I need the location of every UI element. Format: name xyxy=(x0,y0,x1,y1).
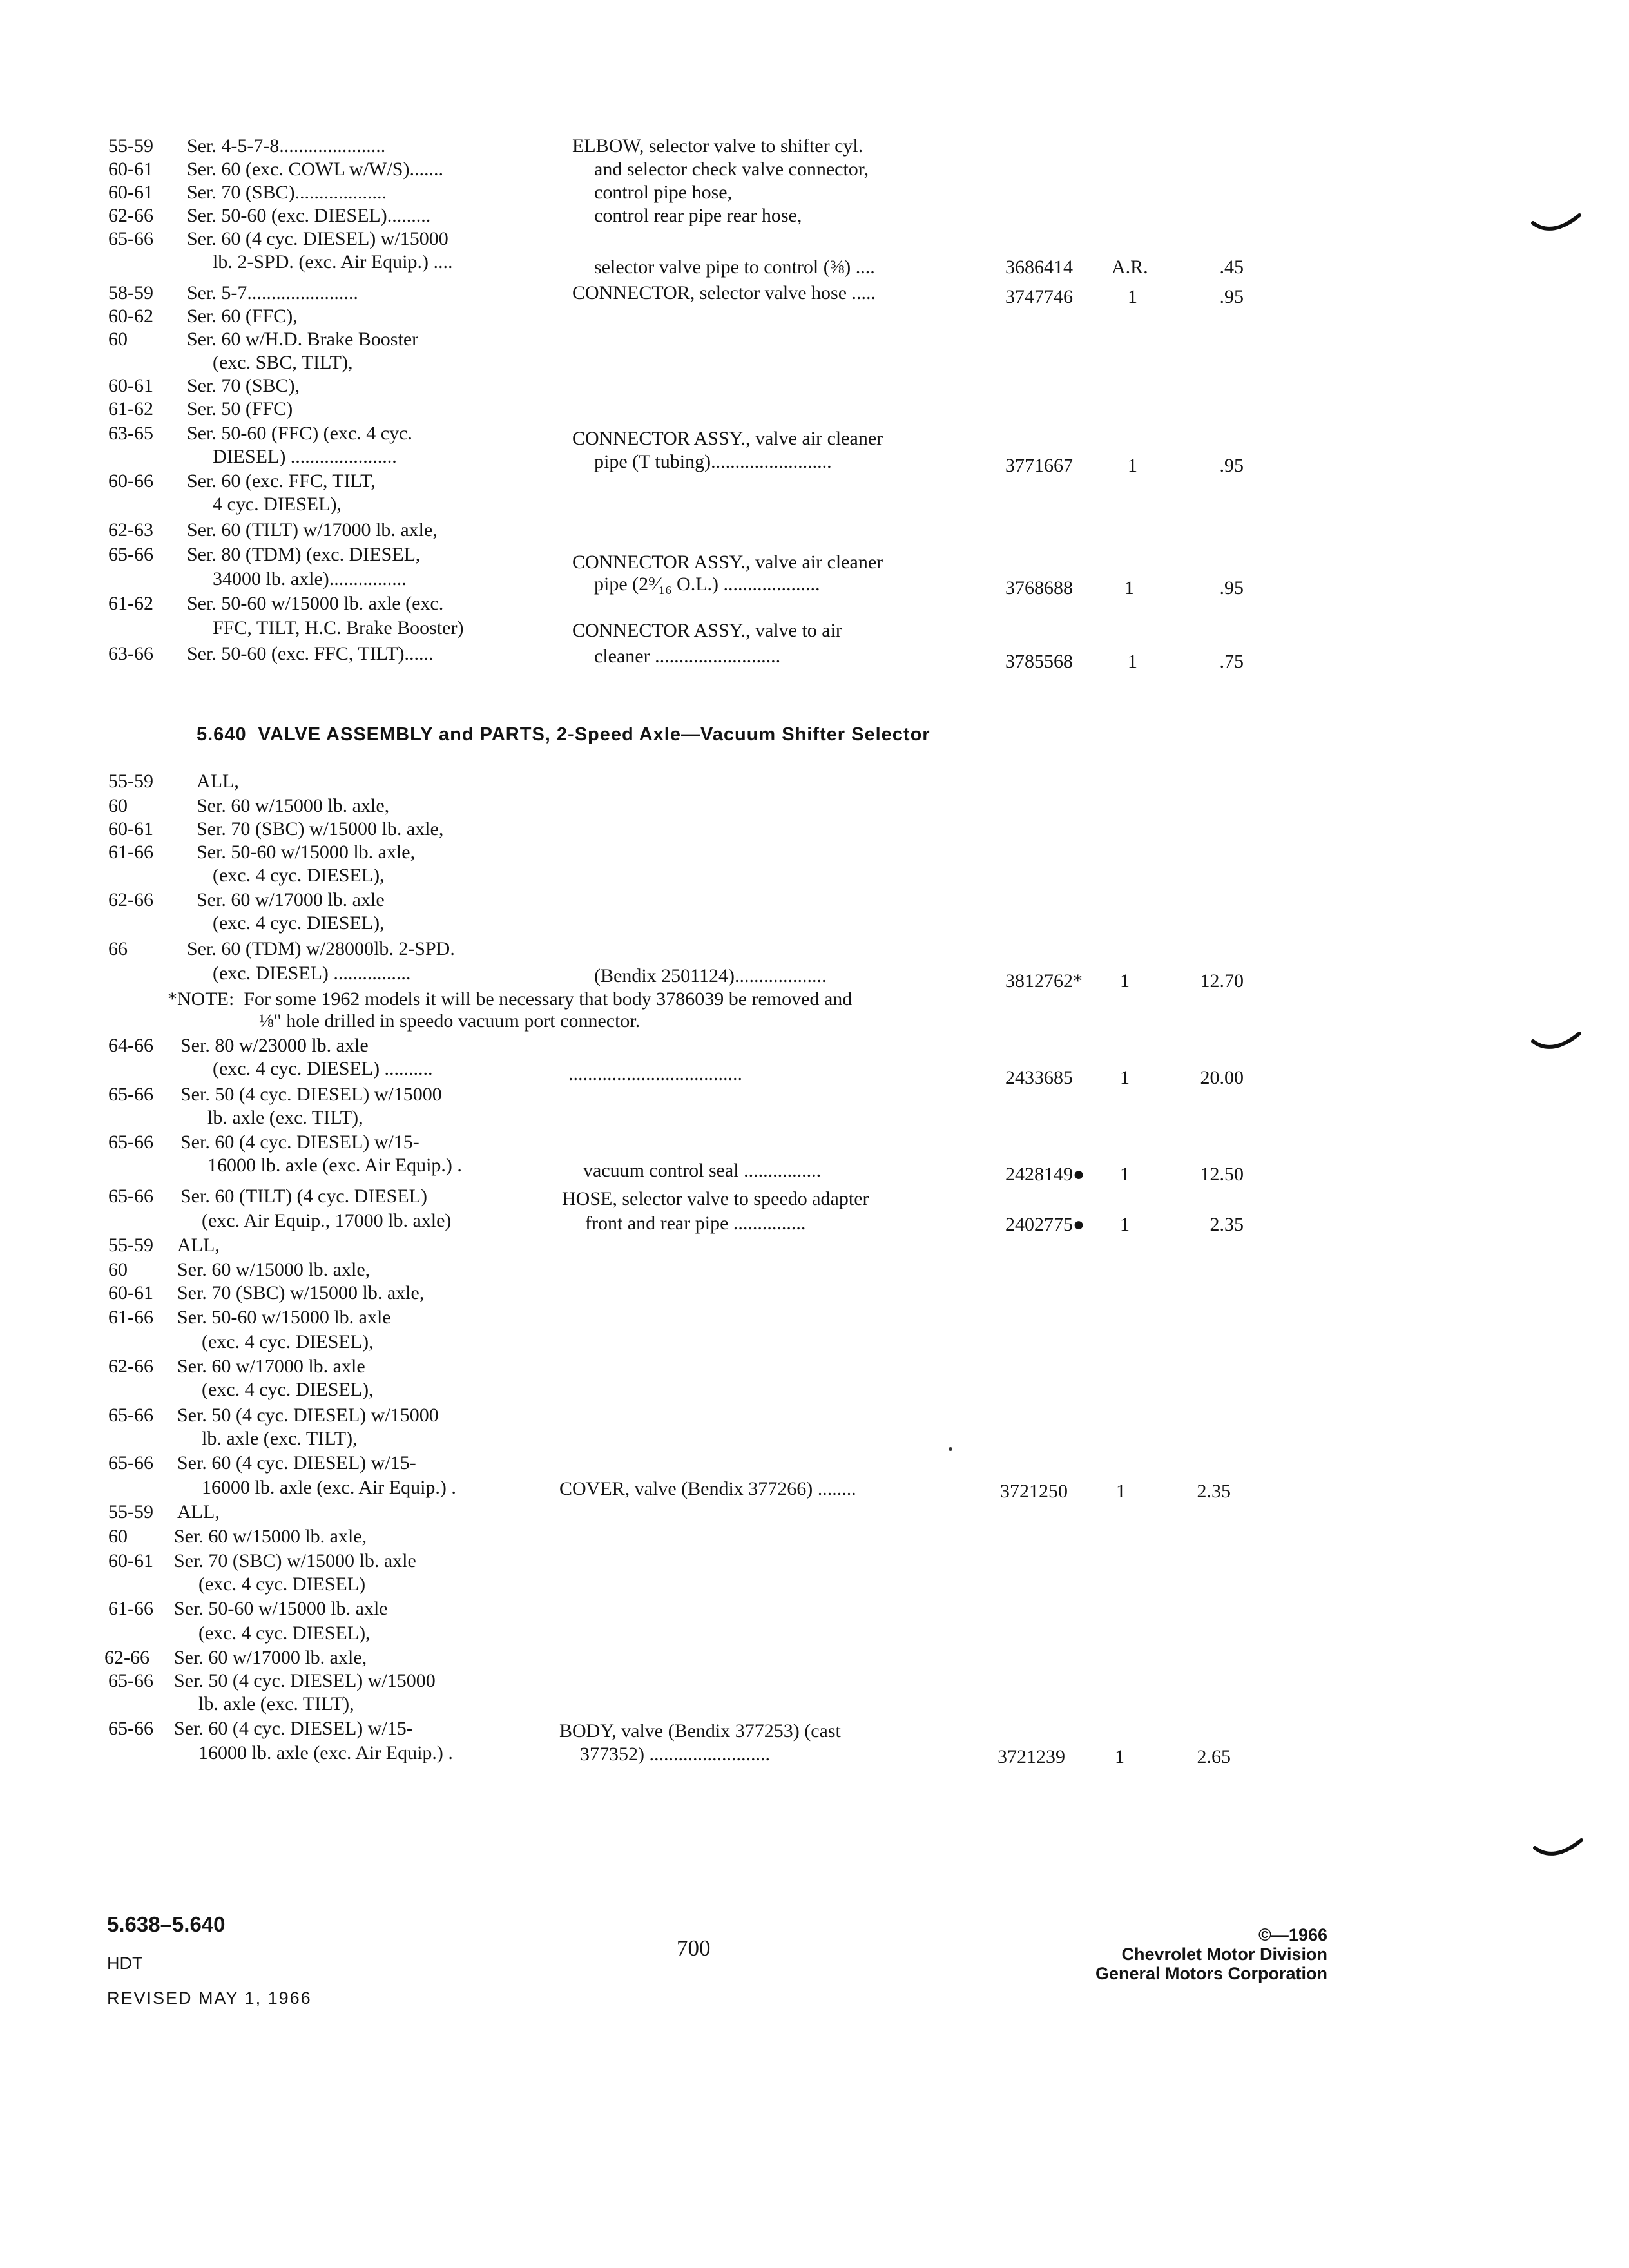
model-description: 16000 lb. axle (exc. Air Equip.) . xyxy=(202,1477,456,1498)
quantity: A.R. xyxy=(1112,256,1148,278)
model-description: Ser. 60 w/17000 lb. axle xyxy=(197,889,385,910)
item-description: CONNECTOR ASSY., valve air cleaner xyxy=(572,428,883,449)
model-description: Ser. 60 (4 cyc. DIESEL) w/15- xyxy=(174,1718,413,1739)
price: .95 xyxy=(1219,286,1244,307)
item-description: pipe (2⁹⁄₁₆ O.L.) .................... xyxy=(594,573,820,595)
item-description: selector valve pipe to control (⅜) .... xyxy=(594,256,875,278)
part-number: 3785568 xyxy=(1005,651,1073,672)
binding-mark-icon xyxy=(1530,213,1582,232)
binding-mark-icon xyxy=(1532,1838,1584,1857)
model-description: Ser. 60 w/15000 lb. axle, xyxy=(177,1259,371,1280)
model-description: Ser. 70 (SBC), xyxy=(187,375,300,396)
model-description: Ser. 50-60 w/15000 lb. axle, xyxy=(197,841,416,863)
binding-mark-icon xyxy=(1530,1031,1582,1050)
model-description: Ser. 80 w/23000 lb. axle xyxy=(180,1035,369,1056)
model-description: Ser. 70 (SBC) w/15000 lb. axle xyxy=(174,1550,416,1571)
item-description: BODY, valve (Bendix 377253) (cast xyxy=(559,1720,841,1742)
year-range: 60-61 xyxy=(108,1282,153,1303)
year-range: 60-62 xyxy=(108,305,153,327)
quantity: 1 xyxy=(1128,651,1137,672)
item-description: (Bendix 2501124)................... xyxy=(594,965,827,986)
year-range: 65-66 xyxy=(108,1405,153,1426)
model-description: Ser. 60 (exc. COWL w/W/S)....... xyxy=(187,159,443,180)
model-description: Ser. 60 (4 cyc. DIESEL) w/15000 xyxy=(187,228,448,249)
model-description: ALL, xyxy=(197,771,239,792)
part-number: 3721239 xyxy=(998,1746,1065,1767)
part-number: 2428149● xyxy=(1005,1164,1085,1185)
year-range: 60-61 xyxy=(108,375,153,396)
year-range: 60-61 xyxy=(108,818,153,840)
model-description: DIESEL) ...................... xyxy=(213,446,397,467)
item-description: .................................... xyxy=(568,1063,742,1084)
year-range: 61-62 xyxy=(108,593,153,614)
price: 2.35 xyxy=(1210,1214,1244,1235)
model-description: Ser. 80 (TDM) (exc. DIESEL, xyxy=(187,544,421,565)
model-description: Ser. 50-60 w/15000 lb. axle xyxy=(177,1307,391,1328)
model-description: Ser. 70 (SBC)................... xyxy=(187,182,387,203)
model-description: Ser. 60 (4 cyc. DIESEL) w/15- xyxy=(180,1131,419,1153)
model-description: Ser. 50 (4 cyc. DIESEL) w/15000 xyxy=(177,1405,439,1426)
item-description: cleaner .......................... xyxy=(594,646,781,667)
part-number: 3812762* xyxy=(1005,970,1083,992)
year-range: 55-59 xyxy=(108,1501,153,1523)
price: 20.00 xyxy=(1200,1067,1244,1088)
model-description: (exc. 4 cyc. DIESEL), xyxy=(213,865,385,886)
model-description: (exc. 4 cyc. DIESEL) .......... xyxy=(213,1058,433,1079)
model-description: (exc. SBC, TILT), xyxy=(213,352,353,373)
item-description: HOSE, selector valve to speedo adapter xyxy=(562,1188,869,1209)
year-range: 60 xyxy=(108,795,128,816)
book-code: HDT xyxy=(107,1954,143,1973)
model-description: Ser. 60 w/17000 lb. axle, xyxy=(174,1647,367,1668)
item-description: front and rear pipe ............... xyxy=(585,1213,806,1234)
model-description: Ser. 60 w/17000 lb. axle xyxy=(177,1356,365,1377)
section-range: 5.638–5.640 xyxy=(107,1912,226,1936)
year-range: 60-61 xyxy=(108,182,153,203)
model-description: (exc. 4 cyc. DIESEL), xyxy=(202,1331,374,1352)
model-description: Ser. 50-60 (exc. DIESEL)......... xyxy=(187,205,431,226)
speck-mark xyxy=(949,1447,952,1451)
year-range: 62-66 xyxy=(108,1356,153,1377)
model-description: FFC, TILT, H.C. Brake Booster) xyxy=(213,617,464,639)
year-range: 65-66 xyxy=(108,1452,153,1474)
model-description: Ser. 5-7....................... xyxy=(187,282,358,303)
model-description: 34000 lb. axle)................ xyxy=(213,568,407,590)
model-description: Ser. 60 w/15000 lb. axle, xyxy=(174,1526,367,1547)
year-range: 62-66 xyxy=(108,205,153,226)
item-description: CONNECTOR ASSY., valve air cleaner xyxy=(572,552,883,573)
model-description: Ser. 50 (FFC) xyxy=(187,398,293,419)
model-description: Ser. 60 (FFC), xyxy=(187,305,298,327)
year-range: 60-61 xyxy=(108,159,153,180)
model-description: Ser. 50 (4 cyc. DIESEL) w/15000 xyxy=(174,1670,436,1691)
model-description: ALL, xyxy=(177,1501,220,1523)
year-range: 65-66 xyxy=(108,228,153,249)
quantity: 1 xyxy=(1120,1164,1130,1185)
price: 2.35 xyxy=(1197,1481,1231,1502)
price: .95 xyxy=(1219,577,1244,599)
year-range: 65-66 xyxy=(108,1084,153,1105)
model-description: Ser. 60 (TILT) (4 cyc. DIESEL) xyxy=(180,1186,427,1207)
model-description: (exc. Air Equip., 17000 lb. axle) xyxy=(202,1210,452,1231)
part-number: 3686414 xyxy=(1005,256,1073,278)
part-number: 3721250 xyxy=(1000,1481,1068,1502)
item-description: control rear pipe rear hose, xyxy=(594,205,802,226)
year-range: 65-66 xyxy=(108,544,153,565)
item-description: vacuum control seal ................ xyxy=(583,1160,822,1181)
year-range: 60 xyxy=(108,1526,128,1547)
model-description: 4 cyc. DIESEL), xyxy=(213,494,342,515)
quantity: 1 xyxy=(1116,1481,1126,1502)
item-description: ELBOW, selector valve to shifter cyl. xyxy=(572,135,863,157)
price: .95 xyxy=(1219,455,1244,476)
model-description: Ser. 50-60 w/15000 lb. axle (exc. xyxy=(187,593,444,614)
year-range: 55-59 xyxy=(108,771,153,792)
item-description: CONNECTOR, selector valve hose ..... xyxy=(572,282,876,303)
part-number: 3771667 xyxy=(1005,455,1073,476)
model-description: Ser. 50 (4 cyc. DIESEL) w/15000 xyxy=(180,1084,442,1105)
model-description: (exc. 4 cyc. DIESEL), xyxy=(198,1622,371,1644)
quantity: 1 xyxy=(1128,455,1137,476)
year-range: 55-59 xyxy=(108,135,153,157)
price: .75 xyxy=(1219,651,1244,672)
model-description: (exc. 4 cyc. DIESEL) xyxy=(198,1573,366,1595)
year-range: 62-63 xyxy=(108,519,153,541)
year-range: 61-62 xyxy=(108,398,153,419)
model-description: lb. axle (exc. TILT), xyxy=(207,1107,363,1128)
year-range: 65-66 xyxy=(108,1670,153,1691)
quantity: 1 xyxy=(1120,1067,1130,1088)
price: .45 xyxy=(1219,256,1244,278)
model-description: Ser. 70 (SBC) w/15000 lb. axle, xyxy=(177,1282,425,1303)
model-description: Ser. 60 w/15000 lb. axle, xyxy=(197,795,390,816)
year-range: 64-66 xyxy=(108,1035,153,1056)
model-description: Ser. 60 (TILT) w/17000 lb. axle, xyxy=(187,519,438,541)
part-number: 3747746 xyxy=(1005,286,1073,307)
model-description: Ser. 4-5-7-8...................... xyxy=(187,135,386,157)
note-line: ⅛" hole drilled in speedo vacuum port connector. xyxy=(259,1010,641,1032)
year-range: 62-66 xyxy=(108,889,153,910)
year-range: 63-66 xyxy=(108,643,153,664)
part-number: 2433685 xyxy=(1005,1067,1073,1088)
model-description: (exc. DIESEL) ................ xyxy=(213,963,411,984)
model-description: 16000 lb. axle (exc. Air Equip.) . xyxy=(207,1155,462,1176)
year-range: 65-66 xyxy=(108,1186,153,1207)
model-description: (exc. 4 cyc. DIESEL), xyxy=(213,912,385,934)
model-description: Ser. 60 w/H.D. Brake Booster xyxy=(187,329,419,350)
year-range: 60-61 xyxy=(108,1550,153,1571)
model-description: Ser. 50-60 (FFC) (exc. 4 cyc. xyxy=(187,423,412,444)
quantity: 1 xyxy=(1124,577,1134,599)
model-description: lb. axle (exc. TILT), xyxy=(202,1428,358,1449)
year-range: 63-65 xyxy=(108,423,153,444)
quantity: 1 xyxy=(1128,286,1137,307)
model-description: Ser. 60 (exc. FFC, TILT, xyxy=(187,470,376,492)
model-description: Ser. 50-60 w/15000 lb. axle xyxy=(174,1598,388,1619)
model-description: 16000 lb. axle (exc. Air Equip.) . xyxy=(198,1742,453,1763)
year-range: 65-66 xyxy=(108,1131,153,1153)
model-description: (exc. 4 cyc. DIESEL), xyxy=(202,1379,374,1400)
model-description: ALL, xyxy=(177,1235,220,1256)
copyright: ©—1966 xyxy=(1258,1925,1327,1945)
price: 12.70 xyxy=(1200,970,1244,992)
item-description: and selector check valve connector, xyxy=(594,159,869,180)
page-number: 700 xyxy=(677,1936,711,1961)
year-range: 60 xyxy=(108,329,128,350)
year-range: 61-66 xyxy=(108,1307,153,1328)
model-description: Ser. 50-60 (exc. FFC, TILT)...... xyxy=(187,643,434,664)
year-range: 62-66 xyxy=(104,1647,149,1668)
part-number: 2402775● xyxy=(1005,1214,1085,1235)
year-range: 55-59 xyxy=(108,1235,153,1256)
part-number: 3768688 xyxy=(1005,577,1073,599)
section-heading: 5.640 VALVE ASSEMBLY and PARTS, 2-Speed Axle—Vacuum Shifter Selector xyxy=(197,724,930,745)
price: 12.50 xyxy=(1200,1164,1244,1185)
corporation-name: General Motors Corporation xyxy=(1095,1964,1327,1983)
model-description: lb. 2-SPD. (exc. Air Equip.) .... xyxy=(213,251,453,273)
quantity: 1 xyxy=(1120,1214,1130,1235)
item-description: CONNECTOR ASSY., valve to air xyxy=(572,620,842,641)
model-description: Ser. 70 (SBC) w/15000 lb. axle, xyxy=(197,818,444,840)
quantity: 1 xyxy=(1115,1746,1124,1767)
item-description: 377352) ......................... xyxy=(580,1744,770,1765)
note-line: *NOTE: For some 1962 models it will be necessary that body 3786039 be removed and xyxy=(168,988,853,1010)
item-description: control pipe hose, xyxy=(594,182,733,203)
year-range: 60 xyxy=(108,1259,128,1280)
model-description: lb. axle (exc. TILT), xyxy=(198,1693,354,1715)
quantity: 1 xyxy=(1120,970,1130,992)
year-range: 65-66 xyxy=(108,1718,153,1739)
division-name: Chevrolet Motor Division xyxy=(1121,1945,1327,1964)
item-description: pipe (T tubing)......................... xyxy=(594,451,832,472)
year-range: 60-66 xyxy=(108,470,153,492)
revised-date: REVISED MAY 1, 1966 xyxy=(107,1988,312,2008)
model-description: Ser. 60 (4 cyc. DIESEL) w/15- xyxy=(177,1452,416,1474)
item-description: COVER, valve (Bendix 377266) ........ xyxy=(559,1478,856,1499)
price: 2.65 xyxy=(1197,1746,1231,1767)
year-range: 61-66 xyxy=(108,841,153,863)
year-range: 61-66 xyxy=(108,1598,153,1619)
year-range: 58-59 xyxy=(108,282,153,303)
year-range: 66 xyxy=(108,938,128,959)
model-description: Ser. 60 (TDM) w/28000lb. 2-SPD. xyxy=(187,938,455,959)
